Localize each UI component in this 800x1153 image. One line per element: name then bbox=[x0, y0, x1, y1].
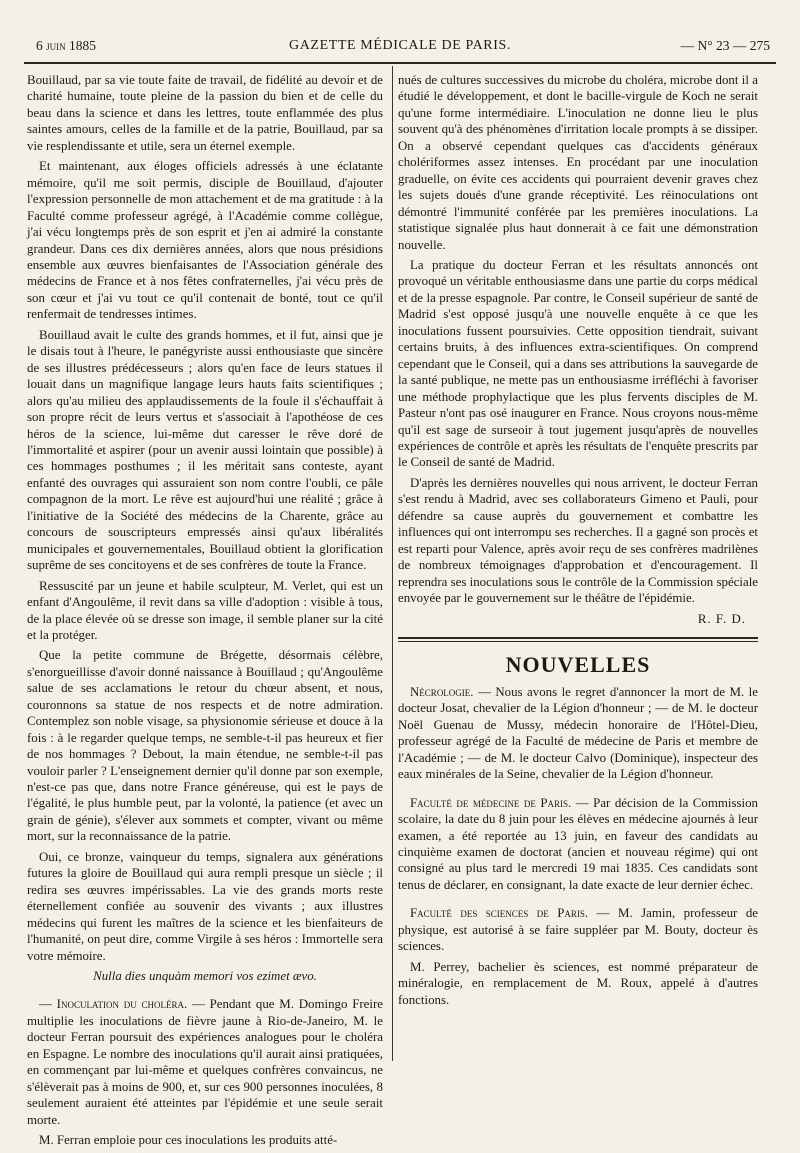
news-title: Faculté de médecine de Paris. bbox=[410, 795, 572, 810]
journal-title: GAZETTE MÉDICALE DE PARIS. bbox=[289, 38, 511, 53]
paragraph: nués de cultures successives du microbe du choléra, microbe dont il a étudié le développement, et dont le bacille-virgule de Koch ne serait qu'une forme intermédiaire. L'inoculation ne donne lieu le plus souvent qu'à des phénomènes d'irritation locale prompts à se dissiper. On a observé cependant quelques cas d'accidents généraux cholériformes assez intenses. En procédant par une inoculation graduelle, on évite ces accidents qui pourraient devenir graves chez les sujets doués d'une grande réceptivité. Les réinoculations ont démontré l'immunité conférée par les premières inoculations. La statistique signalée plus haut donnerait à ce fait une démonstration nouvelle. bbox=[398, 73, 758, 252]
section-title: — Inoculation du choléra. bbox=[39, 997, 188, 1012]
signature: R. F. D. bbox=[697, 611, 746, 626]
news-item bbox=[398, 795, 758, 894]
news-item bbox=[398, 684, 758, 783]
header-rule bbox=[24, 62, 776, 64]
paragraph: Et maintenant, aux éloges officiels adressés à une éclatante mémoire, qu'il me soit permis, disciple de Bouillaud, d'ajouter l'expression personnelle de mon attachement et de ma gratitude : à la Faculté comme professeur agrégé, à l'Académie comme collègue, j'ai vécu longtemps près de son esprit et j'en ai admiré la constante grandeur. Dans ces dix dernières années, alors que nous présidions ensemble aux œuvres bienfaisantes de l'Association générale des médecins de France et à nos fêtes confraternelles, j'ai vécu près de son cœur et j'ai vu tout ce qu'il contenait de bonté, tout ce qu'il renfermait de tendresses intimes. bbox=[27, 159, 383, 322]
paragraph: Oui, ce bronze, vainqueur du temps, signalera aux générations futures la gloire de Bouillaud qui aura rempli presque un siècle ; il redira ses œuvres impérissables. La vie des grands morts reste éternellement confiée au souvenir des vivants ; aux illustres médecins qui furent les maîtres de la science et les bienfaiteurs de l'humanité, on peut dire, comme Virgile à ses héros : Immortelle sera votre mémoire. bbox=[27, 849, 383, 963]
section-rule bbox=[398, 637, 758, 639]
news-title: Nécrologie. bbox=[410, 684, 474, 699]
left-column bbox=[27, 72, 383, 1153]
news-text: — M. Jamin, professeur de physique, est autorisé à se faire suppléer par M. Bouty, docteur ès sciences. bbox=[398, 906, 758, 954]
running-header bbox=[30, 38, 770, 58]
news-item bbox=[398, 905, 758, 954]
page-number: — N° 23 — 275 bbox=[680, 38, 770, 53]
news-title: Faculté des sciences de Paris. bbox=[410, 906, 589, 921]
column-divider bbox=[392, 66, 393, 1061]
paragraph: Bouillaud avait le culte des grands hommes, et il fut, ainsi que je le disais tout à l'heure, le panégyriste aussi enthousiaste que sincère de ses illustres prédécesseurs ; alors qu'en face de leurs statues il louait dans un magnifique langage leurs hauts faits scientifiques ; alors qu'au milieu des applaudissements de la foule il s'échauffait à son propre récit de leurs vertus et s'associait à l'apothéose de ces héros de la science, lui-même dut caresser le rêve doré de l'immortalité et aspirer (pour un avenir aussi lointain que possible) à ces hommages posthumes ; il les méritait sans conteste, ayant enfanté des ouvrages qui assuraient son nom contre l'oubli, ce pâle compagnon de la mort. Le rêve est aujourd'hui une réalité ; grâce à l'initiative de la Société des médecins de la Charente, grâce au concours de souscripteurs empressés ainsi qu'aux libéralités municipales et gouvernementales, Bouillaud obtient la glorification suprême de ses concitoyens et de ses confrères de toute la France. bbox=[27, 327, 383, 573]
paragraph: Bouillaud, par sa vie toute faite de travail, de fidélité au devoir et de charité humaine, toute pleine de la passion du bien et de celle du beau dans la science et dans les lettres, toute enflammée des plus saintes amours, celles de la famille et de la patrie, Bouillaud, par sa vie resplendissante et utile, sera un éternel exemple. bbox=[27, 73, 383, 153]
paragraph: D'après les dernières nouvelles qui nous arrivent, le docteur Ferran s'est rendu à Madrid, avec ses collaborateurs Gimeno et Pauli, pour défendre sa cause auprès du gouvernement et combattre les influences qui ont interrompu ses recherches. Il a gagné son procès et est reparti pour Valence, après avoir reçu de ses confrères madrilènes de nombreux témoignages d'approbation et d'encouragement. Il reprendra ses inoculations sous le contrôle de la Commission spéciale envoyée par le gouvernement sur le théâtre de l'épidémie. bbox=[398, 475, 758, 606]
news-text: — Par décision de la Commission scolaire, la date du 8 juin pour les élèves en médecine ajournés à leur examen, a été reportée au 13 juin, en faveur des candidats au cinquième examen de doctorat (ancien et nouveau régime) qui ont consigné au plus tard le mercredi 19 mai 1835. Ces candidats sont tenus de déclarer, en consignant, la date exacte de leur dernier échec. bbox=[398, 795, 758, 892]
right-column bbox=[398, 72, 758, 1012]
paragraph: La pratique du docteur Ferran et les résultats annoncés ont provoqué un véritable enthousiasme dans une partie du corps médical et de la presse espagnole. Par contre, le Conseil supérieur de santé de Madrid s'est opposé jusqu'à une nouvelle enquête à ce que les inoculations fussent poursuivies. Cette opposition tiendrait, suivant certains bruits, à des influences extra-scientifiques. On comprend cependant que le Conseil, qui a dans ses attributions la sauvegarde de la santé publique, ne mette pas un enthousiasme irréfléchi à favoriser une méthode prophylactique que les plus fervents disciples de M. Pasteur n'ont pas osé inaugurer en France. Nous croyons nous-même qu'il est sage de surseoir à tout jugement jusqu'après de nouvelles expériences de contrôle et après les résultats de l'enquête prescrits par le Conseil de santé de Madrid. bbox=[398, 257, 758, 470]
news-text: — Nous avons le regret d'annoncer la mort de M. le docteur Josat, chevalier de la Légion d'honneur ; — de M. le docteur Noël Guenau de Mussy, médecin honoraire de l'Hôtel-Dieu, professeur agrégé de la Faculté de médecine de Paris et membre de l'Académie ; — de M. le docteur Calvo (Dominique), inspecteur des eaux minérales de la Seine, chevalier de la Légion d'honneur. bbox=[398, 684, 758, 782]
issue-date: 6 juin 1885 bbox=[36, 38, 96, 53]
paragraph: M. Ferran emploie pour ces inoculations les produits atté- bbox=[39, 1133, 338, 1148]
paragraph-text: — Pendant que M. Domingo Freire multiplie les inoculations de fièvre jaune à Rio-de-Janeiro, M. le docteur Ferran poursuit des expériences analogues pour le choléra en Espagne. Le nombre des inoculations qu'il aurait ainsi pratiquées, en commençant par lui-même et quelques confrères convaincus, ne s'élèverait pas à moins de 900, et, sur ces 900 personnes inoculées, 8 seulement auraient été atteintes par l'épidémie et une seule serait morte. bbox=[27, 997, 383, 1127]
section-heading: NOUVELLES bbox=[505, 651, 651, 677]
latin-quote: Nulla dies unquàm memori vos ezimet ævo. bbox=[93, 969, 317, 984]
paragraph bbox=[27, 996, 383, 1128]
paragraph: Que la petite commune de Brégette, désormais célèbre, s'enorgueillisse d'avoir donné naissance à Bouillaud ; qu'Angoulême salue de ses acclamations le retour du chœur absent, et nous, couronnons sa statue de nos respects et de notre admiration. Contemplez son noble visage, sa physionomie sérieuse et douce à la fois : à le regarder quelque temps, ne semble-t-il pas heureux et fier de nos hommages ? Debout, la main étendue, ne semble-t-il pas vouloir parler ? L'enseignement dernier qu'il donne par son exemple, n'est-ce pas que, dans notre France généreuse, qui est le pays de l'égalité, le plus humble peut, par la volonté, la patience (et avec un grain de génie), s'élever aux sommets et compter, vivant ou même mort, sur la reconnaissance de la patrie. bbox=[27, 648, 383, 844]
paragraph: Ressuscité par un jeune et habile sculpteur, M. Verlet, qui est un enfant d'Angoulême, il revit dans sa ville d'adoption : visible à tous, de la place élevée où se dresse son image, il semble planer sur la cité et la protéger. bbox=[27, 578, 383, 642]
section-rule bbox=[398, 641, 758, 642]
news-item: M. Perrey, bachelier ès sciences, est nommé préparateur de minéralogie, en remplacement de M. Roux, appelé à d'autres fonctions. bbox=[398, 959, 758, 1007]
